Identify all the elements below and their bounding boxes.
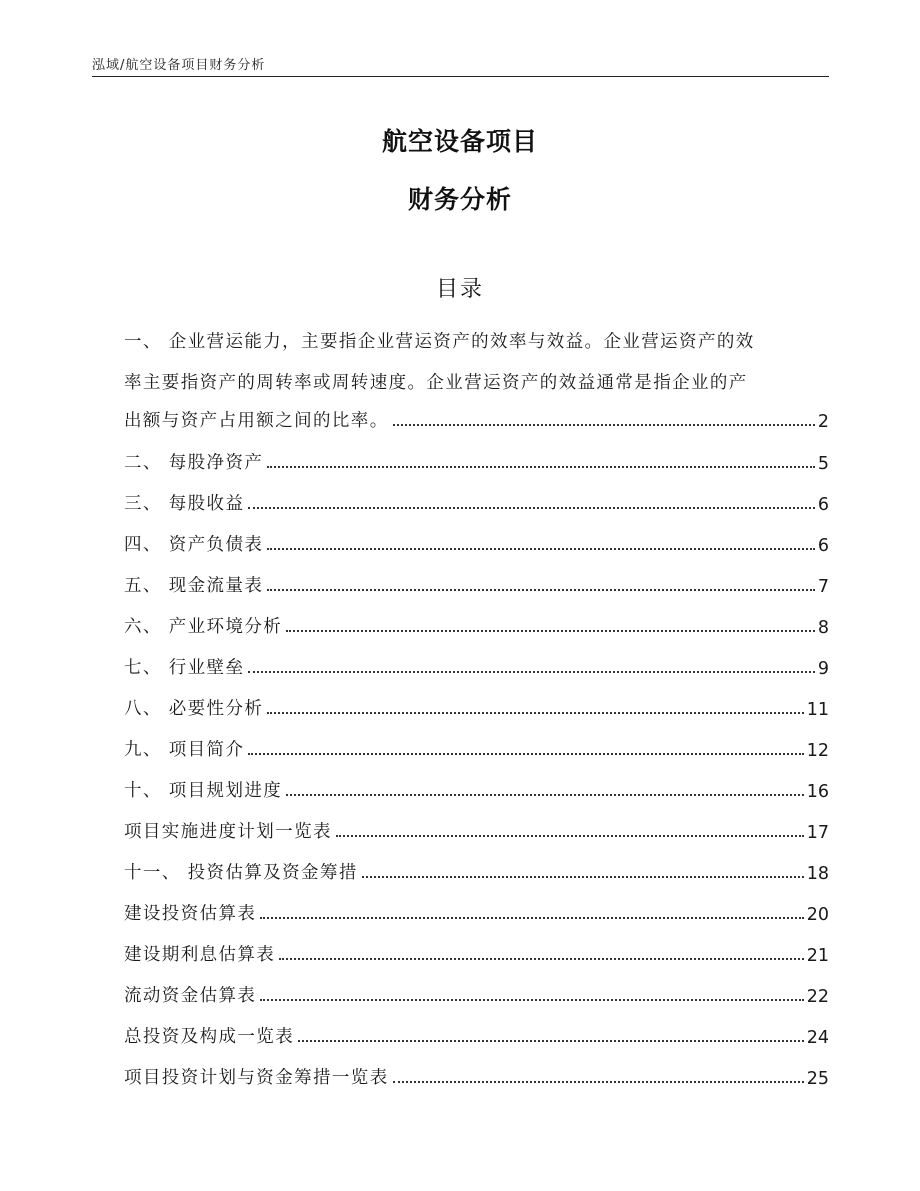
toc-entry-5[interactable] bbox=[124, 569, 829, 597]
toc-leader-dots bbox=[336, 835, 804, 837]
toc-entry-page: 12 bbox=[806, 741, 829, 761]
toc-entry-9[interactable] bbox=[124, 733, 829, 761]
toc-entry-page: 24 bbox=[806, 1028, 829, 1048]
toc-entry-label: 五、 现金流量表 bbox=[124, 576, 264, 596]
toc-entry-page: 20 bbox=[806, 905, 829, 925]
toc-entry-page: 5 bbox=[817, 454, 829, 474]
toc-entry-label: 二、 每股净资产 bbox=[124, 453, 264, 473]
toc-entry-page: 16 bbox=[806, 782, 829, 802]
toc-entry-label: 建设期利息估算表 bbox=[124, 945, 276, 965]
toc-entry-7[interactable] bbox=[124, 651, 829, 679]
toc-entry-6[interactable] bbox=[124, 610, 829, 638]
toc-entry-label: 项目投资计划与资金筹措一览表 bbox=[124, 1068, 389, 1088]
toc-leader-dots bbox=[279, 958, 804, 960]
toc-entry-3[interactable] bbox=[124, 487, 829, 515]
toc-entry-intro-line1: 一、 企业营运能力，主要指企业营运资产的效率与效益。企业营运资产的效 bbox=[124, 332, 755, 352]
toc-entry-label: 八、 必要性分析 bbox=[124, 699, 264, 719]
toc-leader-dots bbox=[267, 712, 803, 714]
running-header: 泓域/航空设备项目财务分析 bbox=[92, 58, 266, 73]
toc-leader-dots bbox=[393, 1081, 804, 1083]
toc-entry-10[interactable] bbox=[124, 774, 829, 802]
toc-entry-label: 流动资金估算表 bbox=[124, 986, 257, 1006]
document-subtitle: 财务分析 bbox=[407, 185, 512, 214]
toc-leader-dots bbox=[267, 589, 815, 591]
toc-entry-label: 建设投资估算表 bbox=[124, 904, 257, 924]
toc-entry-label: 项目实施进度计划一览表 bbox=[124, 822, 332, 842]
toc-entry-intro-text[interactable] bbox=[124, 322, 829, 404]
toc-entry-page: 8 bbox=[817, 618, 829, 638]
toc-entry-label: 九、 项目简介 bbox=[124, 740, 245, 760]
toc-entry-1[interactable] bbox=[124, 404, 829, 432]
toc-entry-page: 25 bbox=[806, 1069, 829, 1089]
toc-entry-page: 2 bbox=[817, 412, 829, 432]
toc-leader-dots bbox=[248, 671, 814, 673]
toc-entry-label: 十、 项目规划进度 bbox=[124, 781, 283, 801]
toc-entry-label: 十一、 投资估算及资金筹措 bbox=[124, 863, 358, 883]
toc-entry-label: 七、 行业壁垒 bbox=[124, 658, 245, 678]
toc-entry-11-sub-1[interactable] bbox=[124, 897, 829, 925]
toc-leader-dots bbox=[298, 1040, 804, 1042]
toc-entry-label: 出额与资产占用额之间的比率。 bbox=[124, 411, 389, 431]
toc-entry-page: 6 bbox=[817, 536, 829, 556]
toc-leader-dots bbox=[362, 876, 804, 878]
toc-entry-page: 18 bbox=[806, 864, 829, 884]
toc-entry-page: 9 bbox=[817, 659, 829, 679]
toc-leader-dots bbox=[267, 466, 815, 468]
toc-entry-page: 11 bbox=[806, 700, 829, 720]
toc-leader-dots bbox=[286, 630, 815, 632]
toc-entry-page: 17 bbox=[806, 823, 829, 843]
toc-entry-label: 总投资及构成一览表 bbox=[124, 1027, 295, 1047]
toc-entry-page: 7 bbox=[817, 577, 829, 597]
document-title: 航空设备项目 bbox=[381, 127, 538, 156]
toc-leader-dots bbox=[248, 507, 814, 509]
toc-leader-dots bbox=[286, 794, 804, 796]
toc-entry-page: 6 bbox=[817, 495, 829, 515]
header-divider bbox=[92, 76, 829, 77]
toc-entry-8[interactable] bbox=[124, 692, 829, 720]
toc-entry-4[interactable] bbox=[124, 528, 829, 556]
toc-entry-page: 21 bbox=[806, 946, 829, 966]
toc-leader-dots bbox=[260, 999, 803, 1001]
toc-entry-label: 三、 每股收益 bbox=[124, 494, 245, 514]
toc-entry-11[interactable] bbox=[124, 856, 829, 884]
toc-leader-dots bbox=[260, 917, 803, 919]
toc-entry-2[interactable] bbox=[124, 446, 829, 474]
toc-leader-dots bbox=[267, 548, 815, 550]
toc-heading: 目录 bbox=[435, 277, 484, 302]
toc-entry-page: 22 bbox=[806, 987, 829, 1007]
toc-entry-10-sub-1[interactable] bbox=[124, 815, 829, 843]
toc-entry-11-sub-5[interactable] bbox=[124, 1061, 829, 1089]
toc-entry-11-sub-2[interactable] bbox=[124, 938, 829, 966]
toc-entry-label: 六、 产业环境分析 bbox=[124, 617, 283, 637]
toc-entry-11-sub-4[interactable] bbox=[124, 1020, 829, 1048]
toc-entry-11-sub-3[interactable] bbox=[124, 979, 829, 1007]
toc-leader-dots bbox=[248, 753, 803, 755]
toc-entry-label: 四、 资产负债表 bbox=[124, 535, 264, 555]
toc-entry-intro-line2: 率主要指资产的周转率或周转速度。企业营运资产的效益通常是指企业的产 bbox=[124, 373, 748, 393]
toc-leader-dots bbox=[393, 424, 815, 426]
